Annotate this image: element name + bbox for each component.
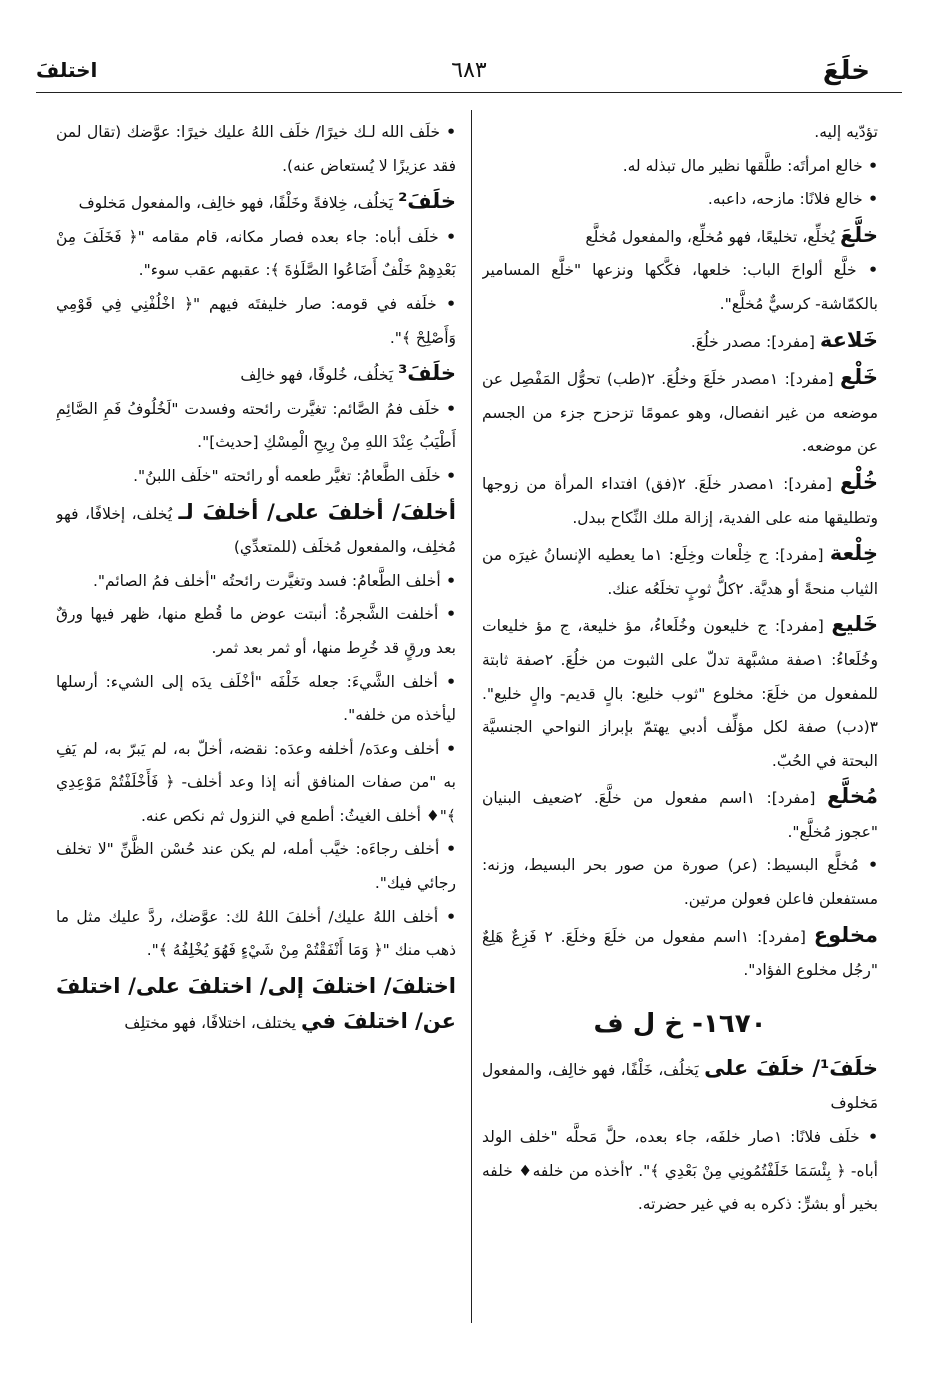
- column-divider: [471, 110, 472, 1323]
- entry-definition: يختلف، اختلافًا، فهو مختلِف: [124, 1014, 301, 1033]
- running-headword-right: خلَعَ: [822, 56, 870, 86]
- dictionary-entry: [56, 970, 456, 1041]
- entry-headword: خَلْع: [839, 365, 878, 390]
- sub-entry-text: خالع امرأتَه: طلَّقها نظير مال تبذله له.: [622, 156, 863, 175]
- running-headword-left: اختلفَ: [36, 58, 98, 82]
- bullet-icon: •: [440, 123, 456, 141]
- dictionary-entry: [56, 496, 456, 565]
- dictionary-entry: [56, 357, 456, 393]
- page-header: [36, 52, 902, 92]
- entry-definition: [مفرد]: ج خِلْعات وخِلَع: ١ما يعطيه الإنسانُ غيرَه من الثياب منحةً أو هديَّة. ٢كلُّ ثوبٍ تخلَعُه عنك.: [482, 546, 878, 598]
- sub-entry: [482, 849, 878, 916]
- bullet-icon: •: [438, 605, 456, 624]
- sub-entry: [482, 254, 878, 321]
- bullet-icon: •: [437, 672, 456, 691]
- entry-definition: يُخلف، إخلافًا، فهو مُخلِف، والمفعول مُخلَف (للمتعدِّي): [56, 504, 456, 557]
- bullet-icon: •: [859, 1128, 878, 1147]
- sub-entry: [482, 1121, 878, 1222]
- bullet-icon: •: [862, 190, 878, 209]
- entry-headword: خُلْع: [839, 469, 878, 494]
- entry-definition: [مفرد]: ١اسم مفعول من خلَعَ وخلَعَ. ٢ فَزِعٌ هَلِعٌ "رجُل مخلوع الفؤاد".: [482, 927, 878, 980]
- bullet-icon: •: [438, 907, 456, 926]
- dictionary-entry: [482, 219, 878, 255]
- sub-entry: [56, 460, 456, 494]
- bullet-icon: •: [440, 466, 456, 485]
- sub-entry-text: خلَف فمُ الصَّائم: تغيَّرت رائحته وفسدت "لَخُلُوفُ فَمِ الصَّائِمِ أَطْيَبُ عِنْدَ اللهِ مِنْ رِيحِ الْمِسْكِ [حديث]".: [56, 399, 456, 452]
- entry-headword: اختلفَ/ اختلفَ إلى/ اختلفَ على/ اختلفَ عن/ اختلفَ في: [56, 973, 456, 1034]
- right-column: [482, 116, 878, 1346]
- dictionary-entry: [482, 608, 878, 778]
- entry-definition: [مفرد]: ١مصدر خلَعَ. ٢(فق) افتداء المرأة من زوجها وتطليقها منه على الفدية، إزالة ملك النِّكاح ببدل.: [482, 474, 878, 527]
- sub-entry: [56, 221, 456, 288]
- page-number: ٦٨٣: [451, 58, 487, 83]
- header-divider: [36, 92, 902, 93]
- sub-entry-text: خلَف فلانًا: ١صار خلفَه، جاء بعده، حلَّ مَحلَّه "خلف الولد أباه- ﴿ بِئْسَمَا خَلَفْتُمُونِي مِنْ بَعْدِي ﴾". ٢أخذه من خلفه♦ خلفه بخير أو بشرٍّ: ذكره به في غير حضرته.: [482, 1128, 878, 1214]
- entry-headword: خلَّعَ: [839, 222, 878, 247]
- sub-entry: [482, 150, 878, 184]
- bullet-icon: •: [439, 739, 456, 758]
- sub-entry: [56, 901, 456, 968]
- sub-entry-text: أخلفت الشَّجرةُ: أنبتت عوض ما قُطع منها، ظهر فيها ورقٌ بعد ورقٍ قد خُرِط منها، أو ثمر بعد ثمر.: [56, 605, 456, 657]
- sub-entry-text: أخلف رجاءَه: خيَّب أمله، لم يكن عند حُسْن الظَّنِّ "لا تخلف رجائي فيك".: [56, 840, 456, 893]
- entry-definition: يَخلُف، خَلْفًا، فهو خالِف، والمفعول مَخلوف: [482, 1060, 878, 1113]
- entry-definition: يُخلِّع، تخليعًا، فهو مُخلِّع، والمفعول مُخلَّع: [585, 227, 840, 246]
- sub-entry-text: أخلف الشَّيءَ: جعله خَلْفَه "أخْلَف يدَه إلى الشيء: أرسلها ليأخذه من خلفه".: [56, 672, 456, 725]
- entry-headword: خِلْعة: [829, 541, 878, 566]
- continuation-text: [482, 116, 878, 150]
- sub-entry-text: خلَف أباه: جاء بعده فصار مكانه، قام مقامه "﴿ فَخَلَفَ مِنْ بَعْدِهِمْ خَلْفٌ أَضَاعُوا الصَّلَوٰةَ ﴾: عقبهم عقب سوء".: [56, 227, 456, 280]
- dictionary-entry: [482, 1052, 878, 1121]
- sub-entry-text: أخلف وعدَه/ أخلفه وعدَه: نقضه، أخلّ به، لم يَبرّ به، لم يَفِ به "من صفات المنافق أنه إذا وعد أخلف- ﴿ فَأَخْلَفْتُمْ مَوْعِدِي ﴾"♦ أخلف الغيثُ: أطمع في النزول ثم نكص عنه.: [56, 739, 456, 825]
- entry-headword: مخلوع: [813, 922, 878, 947]
- entry-definition: [مفرد]: ١اسم مفعول من خلَّعَ. ٢ضعيف البنيان "عجوز مُخلَّع".: [482, 789, 878, 841]
- sub-entry: [56, 598, 456, 665]
- dictionary-entry: [482, 466, 878, 535]
- dictionary-entry: [482, 537, 878, 606]
- bullet-icon: •: [439, 840, 456, 859]
- sub-entry: [56, 833, 456, 900]
- entry-definition: يَخلُف، خُلوفًا، فهو خالِف: [240, 366, 399, 385]
- sub-entry: [56, 288, 456, 355]
- sub-entry-text: خلَفه في قومه: صار خليفتَه فيهم "﴿ اخْلُفْنِي فِي قَوْمِي وَأَصْلِحْ ﴾".: [56, 294, 456, 347]
- entry-headword: خلَفَ²: [398, 189, 456, 214]
- sub-entry-text: خالع فلانًا: مازحه، داعبه.: [707, 190, 863, 209]
- dictionary-entry: [482, 780, 878, 849]
- entry-headword: أخلفَ/ أخلفَ على/ أخلفَ لـ: [178, 499, 456, 524]
- sub-entry-text: مُخلَّع البسيط: (عر) صورة من صور بحر البسيط، وزنه: مستفعلن فاعلن فعولن مرتين.: [482, 856, 878, 909]
- bullet-icon: •: [439, 399, 456, 418]
- entry-headword: خَلاعة: [819, 327, 878, 352]
- sub-entry-text: خلَّع ألواحَ الباب: خلعها، فكَّكها ونزعها "خلَّع المسامير بالكمّاشة- كرسيٌّ مُخلَّع".: [482, 261, 878, 313]
- bullet-icon: •: [862, 156, 878, 175]
- sub-entry: [56, 565, 456, 599]
- dictionary-entry: [482, 361, 878, 464]
- sub-entry-text: تؤدّيه إليه.: [814, 123, 878, 141]
- bullet-icon: •: [436, 294, 456, 313]
- sub-entry: [56, 116, 456, 183]
- sub-entry: [56, 666, 456, 733]
- sub-entry-text: خلَف الله لـك خيرًا/ خلَف اللهُ عليك خيرًا: عوَّضك (تقال لمن فقد عزيزًا لا يُستعاض عنه).: [56, 123, 456, 175]
- entry-definition: [مفرد]: ١مصدر خلَعَ وخلُعَ. ٢(طب) تحوُّل المَفْصِل عن موضعه من غير انفصال، وهو عمومًا تزحزح جزء من الجسم عن موضعه.: [482, 370, 878, 456]
- bullet-icon: •: [856, 261, 878, 280]
- entry-headword: مُخلَّع: [826, 784, 878, 809]
- dictionary-entry: [482, 919, 878, 988]
- bullet-icon: •: [440, 571, 456, 590]
- left-column: [56, 116, 456, 1346]
- sub-entry-text: خلَف الطَّعامُ: تغيَّر طعمه أو رائحته "خلَف اللبنُ".: [133, 466, 441, 485]
- entry-headword: خَليع: [831, 612, 878, 637]
- sub-entry: [56, 733, 456, 834]
- dictionary-entry: [56, 185, 456, 221]
- entry-headword: خلَفَ¹/ خلَفَ على: [704, 1055, 878, 1080]
- entry-definition: [مفرد]: مصدر خلُعَ.: [690, 332, 820, 351]
- bullet-icon: •: [438, 227, 456, 246]
- sub-entry-text: أخلف اللهُ عليك/ أخلفَ اللهُ لك: عوَّضك، ردَّ عليك مثل ما ذهب منك "﴿ وَمَا أَنْفَقْتُمْ مِنْ شَيْءٍ فَهُوَ يُخْلِفُهُ ﴾".: [56, 907, 456, 960]
- bullet-icon: •: [858, 856, 878, 875]
- sub-entry: [482, 183, 878, 217]
- sub-entry: [56, 393, 456, 460]
- sub-entry-text: أخلف الطَّعامُ: فسد وتغيَّرت رائحتُه "أخلف فمُ الصائم".: [93, 571, 441, 590]
- entry-definition: [مفرد]: ج خليعون وخُلَعاءُ، مؤ خليعة، ج مؤ خليعات وخُلَعاءُ: ١صفة مشبَّهة تدلّ على الثبوت من خلُعَ. ٢صفة ثابتة للمفعول من خلَعَ: مخلوع "ثوب خليع: بالٍ قديم- والٍ خليع". ٣(دب) صفة لكل مؤلِّف أدبي يهتمّ بإبراز النواحي الجنسيَّة البحتة في الحُبّ.: [482, 617, 878, 770]
- dictionary-entry: [482, 324, 878, 360]
- entry-headword: خلَفَ³: [398, 361, 456, 386]
- section-title: ١٦٧٠- خ ل ف: [593, 1008, 767, 1039]
- entry-definition: يَخلُف، خِلافةً وخَلْفًا، فهو خالِف، والمفعول مَخلوف: [78, 194, 399, 213]
